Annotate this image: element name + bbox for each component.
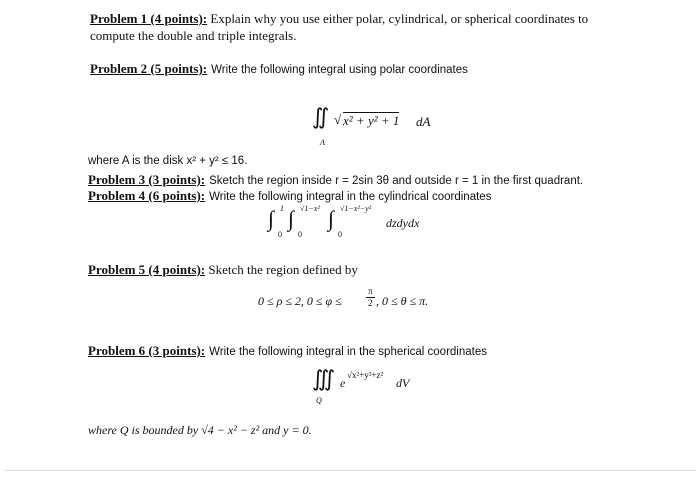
triple-integral-sign: ∭ [312,366,330,391]
p6-integrand-base: e [340,376,346,390]
p2-where: where A is the disk x² + y² ≤ 16. [88,155,248,167]
i2-upper: √1−x² [300,204,320,213]
problem-3-heading: Problem 3 (3 points): [88,172,206,187]
problem-2-integral [312,104,452,154]
p6-where: where Q is bounded by √4 − x² − z² and y = 0. [88,423,312,437]
problem-4-integral [268,200,448,244]
double-integral-sign: ∬ [312,104,324,129]
problem-1-text-cont: compute the double and triple integrals. [90,28,297,43]
problem-6 [88,342,487,360]
sqrt-sign: √ [334,112,342,127]
p6-differential: dV [396,376,410,390]
p6-exponent: √x²+y²+z² [347,370,384,380]
p2-integrand: x² + y² + 1 [343,113,400,128]
p5-region-a: 0 ≤ ρ ≤ 2, 0 ≤ φ ≤ [258,294,342,308]
problem-3-text: Sketch the region inside r = 2sin 3θ and outside r = 1 in the first quadrant. [209,175,584,187]
problem-4-heading: Problem 4 (6 points): [88,188,206,203]
i1-lower: 0 [278,230,282,239]
problem-6-integral [312,368,432,408]
problem-2 [90,60,468,78]
problem-5-region [258,286,478,320]
problem-1-heading: Problem 1 (4 points): [90,11,208,26]
p5-two: 2 [368,298,373,308]
problem-5 [88,262,358,278]
problem-2-text: Write the following integral using polar coordinates [211,64,468,76]
problem-6-text: Write the following integral in the spherical coordinates [209,346,487,358]
p6-domain: Q [316,396,322,405]
p5-pi: π [368,286,373,296]
i3-upper: √1−x²−y² [340,204,372,213]
p2-domain: A [320,138,325,147]
problem-1-text: Explain why you use either polar, cylindrical, or spherical coordinates to [210,11,589,26]
i2-lower: 0 [298,230,302,239]
p4-differential: dzdydx [386,216,420,230]
problem-4-text: Write the following integral in the cylindrical coordinates [209,191,492,203]
i3-lower: 0 [338,230,342,239]
problem-5-text: Sketch the region defined by [208,262,358,277]
p5-region-b: , 0 ≤ θ ≤ π. [376,294,429,308]
problem-1 [90,11,588,27]
page-bottom-divider [4,470,696,471]
i1-upper: 1 [280,204,284,213]
problem-6-heading: Problem 6 (3 points): [88,343,206,358]
p2-differential: dA [416,114,431,129]
problem-2-heading: Problem 2 (5 points): [90,61,208,76]
problem-5-heading: Problem 5 (4 points): [88,262,206,277]
